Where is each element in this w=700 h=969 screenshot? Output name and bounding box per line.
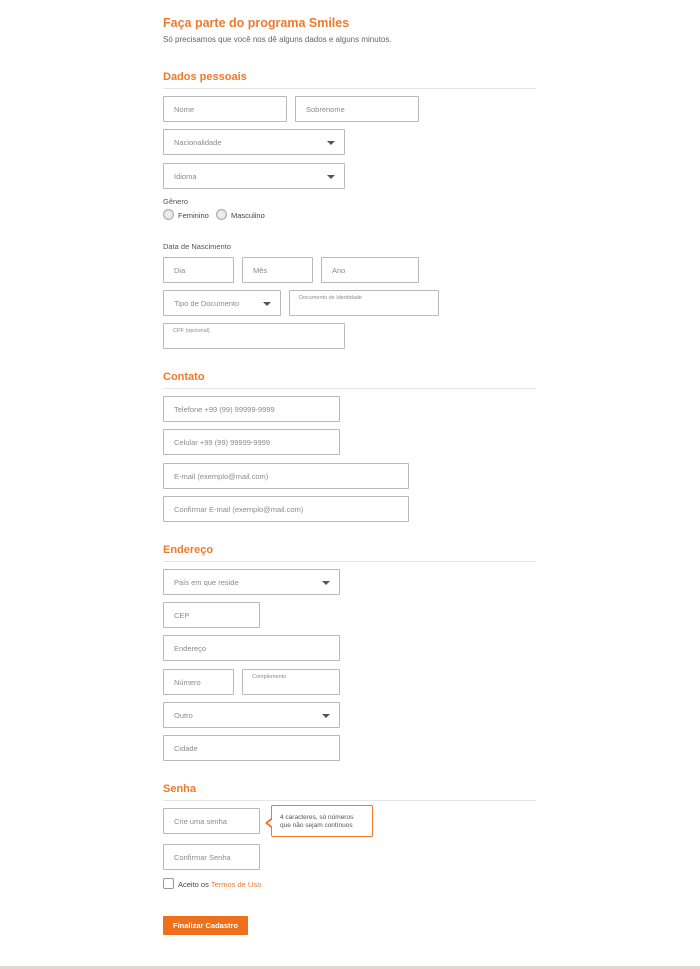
ano-field[interactable] bbox=[321, 257, 419, 283]
mes-field[interactable] bbox=[242, 257, 313, 283]
nome-placeholder: Nome bbox=[174, 105, 195, 114]
terms-link[interactable]: Termos de Uso bbox=[210, 880, 262, 889]
terms-checkbox[interactable] bbox=[163, 878, 174, 889]
confirmar-email-placeholder: Confirmar E-mail (exemplo@mail.com) bbox=[174, 505, 304, 514]
page-subtitle: Só precisamos que você nos dê alguns dados e alguns minutos. bbox=[163, 35, 392, 44]
complemento-field[interactable] bbox=[242, 669, 340, 695]
mes-placeholder: Mês bbox=[253, 266, 268, 275]
password-hint-tooltip bbox=[271, 805, 373, 837]
documento-label: Documento de Identidade bbox=[299, 295, 362, 301]
radio-feminino[interactable] bbox=[163, 209, 174, 220]
radio-feminino-label: Feminino bbox=[178, 211, 209, 220]
nascimento-label: Data de Nascimento bbox=[163, 242, 231, 251]
section-heading-dados-pessoais: Dados pessoais bbox=[163, 71, 247, 83]
chevron-down-icon bbox=[322, 714, 330, 718]
confirmar-email-field[interactable] bbox=[163, 496, 409, 522]
section-heading-endereco: Endereço bbox=[163, 544, 214, 556]
genero-label: Gênero bbox=[163, 197, 189, 206]
tooltip-line-2: que não sejam contínuos bbox=[280, 822, 353, 829]
chevron-down-icon bbox=[327, 141, 335, 145]
cep-placeholder: CEP bbox=[174, 611, 190, 620]
section-heading-senha: Senha bbox=[163, 783, 197, 795]
numero-field[interactable] bbox=[163, 669, 234, 695]
cidade-field[interactable] bbox=[163, 735, 340, 761]
nacionalidade-value: Nacionalidade bbox=[174, 138, 222, 147]
cpf-field[interactable] bbox=[163, 323, 345, 349]
chevron-down-icon bbox=[263, 302, 271, 306]
ano-placeholder: Ano bbox=[332, 266, 346, 275]
tooltip-line-1: 4 caracteres, só números bbox=[280, 814, 354, 821]
section-divider bbox=[163, 388, 536, 389]
section-divider bbox=[163, 561, 536, 562]
sobrenome-placeholder: Sobrenome bbox=[306, 105, 345, 114]
cep-field[interactable] bbox=[163, 602, 260, 628]
terms-label bbox=[178, 880, 261, 889]
section-divider bbox=[163, 88, 536, 89]
complemento-label: Complemento bbox=[252, 674, 287, 680]
endereco-placeholder: Endereço bbox=[174, 644, 207, 653]
radio-masculino-label: Masculino bbox=[231, 211, 265, 220]
celular-placeholder: Celular +99 (99) 99999-9999 bbox=[174, 438, 271, 447]
finalizar-cadastro-button[interactable]: Finalizar Cadastro bbox=[163, 916, 248, 935]
pais-select[interactable] bbox=[163, 569, 340, 595]
confirmar-senha-field[interactable] bbox=[163, 844, 260, 870]
confirmar-senha-placeholder: Confirmar Senha bbox=[174, 853, 231, 862]
radio-masculino[interactable] bbox=[216, 209, 227, 220]
chevron-down-icon bbox=[322, 581, 330, 585]
section-heading-contato: Contato bbox=[163, 371, 205, 383]
endereco-field[interactable] bbox=[163, 635, 340, 661]
chevron-down-icon bbox=[327, 175, 335, 179]
page-title: Faça parte do programa Smiles bbox=[163, 16, 350, 30]
nacionalidade-select[interactable] bbox=[163, 129, 345, 155]
section-divider bbox=[163, 800, 536, 801]
cidade-placeholder: Cidade bbox=[174, 744, 198, 753]
idioma-value: Idioma bbox=[174, 172, 197, 181]
pais-value: País em que reside bbox=[174, 578, 239, 587]
idioma-select[interactable] bbox=[163, 163, 345, 189]
sobrenome-field[interactable] bbox=[295, 96, 419, 122]
documento-field[interactable] bbox=[289, 290, 439, 316]
tipo-documento-select[interactable] bbox=[163, 290, 281, 316]
numero-placeholder: Número bbox=[174, 678, 201, 687]
email-placeholder: E-mail (exemplo@mail.com) bbox=[174, 472, 269, 481]
celular-field[interactable] bbox=[163, 429, 340, 455]
estado-value: Outro bbox=[174, 711, 193, 720]
nome-field[interactable] bbox=[163, 96, 287, 122]
dia-field[interactable] bbox=[163, 257, 234, 283]
cpf-label: CPF (opcional) bbox=[173, 328, 210, 334]
crie-senha-placeholder: Crie uma senha bbox=[174, 817, 227, 826]
terms-prefix: Aceito os bbox=[178, 880, 211, 889]
telefone-placeholder: Telefone +99 (99) 99999-9999 bbox=[174, 405, 275, 414]
email-field[interactable] bbox=[163, 463, 409, 489]
telefone-field[interactable] bbox=[163, 396, 340, 422]
dia-placeholder: Dia bbox=[174, 266, 186, 275]
tipo-documento-value: Tipo de Documento bbox=[174, 299, 240, 308]
estado-select[interactable] bbox=[163, 702, 340, 728]
crie-senha-field[interactable] bbox=[163, 808, 260, 834]
